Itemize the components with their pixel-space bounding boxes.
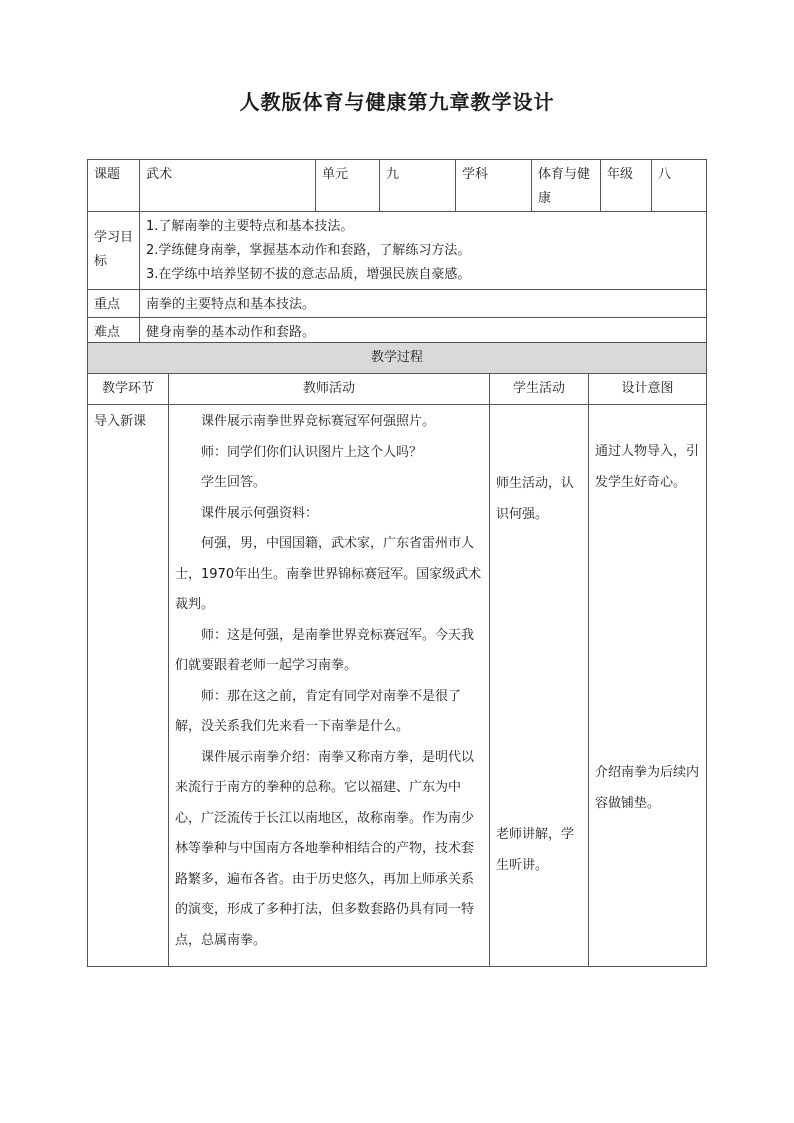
- design-intent-2: 介绍南拳为后续内容做铺垫。: [595, 765, 700, 811]
- teacher-paragraph: 师：那在这之前，肯定有同学对南拳不是很了解，没关系我们先来看一下南拳是什么。: [175, 688, 462, 734]
- unit-label: 单元: [316, 160, 380, 212]
- unit-value: 九: [380, 160, 456, 212]
- teacher-activity-cell: [169, 405, 490, 967]
- grade-label: 年级: [601, 160, 652, 212]
- teacher-paragraph: 师：同学们你们认识图片上这个人吗？: [201, 444, 423, 460]
- lesson-row: [88, 405, 707, 967]
- subject-value: 体育与健康: [532, 160, 601, 212]
- document-title: 人教版体育与健康第九章教学设计: [239, 90, 555, 114]
- teacher-paragraph: 师：这是何强，是南拳世界竞标赛冠军。今天我们就要跟着老师一起学习南拳。: [175, 627, 475, 673]
- subject-label: 学科: [456, 160, 532, 212]
- column-header-stage: 教学环节: [88, 374, 169, 405]
- objective-item: 3.在学练中培养坚韧不拔的意志品质，增强民族自豪感。: [146, 267, 471, 282]
- teacher-paragraph: 课件展示南拳介绍：南拳又称南方拳，是明代以来流行于南方的拳种的总称。它以福建、广东为中心，广泛流传于长江以南地区，故称南拳。作为南少林等拳种与中国南方各地拳种相结合的产物，技术套路繁多，遍布各省。由于历史悠久，再加上师承关系的演变，形成了多种打法，但多数套路仍具有同一特点，总属南拳。: [175, 749, 475, 948]
- stage-cell: 导入新课: [88, 405, 169, 967]
- design-intent-cell: [589, 405, 707, 967]
- student-activity-2: 老师讲解，学生听讲。: [496, 827, 575, 873]
- key-point-value: 南拳的主要特点和基本技法。: [140, 290, 707, 318]
- process-header: 教学过程: [88, 343, 707, 374]
- objectives-list: [140, 212, 707, 290]
- column-header-intent: 设计意图: [589, 374, 707, 405]
- objective-item: 2.学练健身南拳，掌握基本动作和套路，了解练习方法。: [146, 243, 471, 258]
- column-header-teacher: 教师活动: [169, 374, 490, 405]
- grade-value: 八: [652, 160, 707, 212]
- teacher-paragraph: 课件展示南拳世界竞标赛冠军何强照片。: [201, 414, 436, 429]
- teacher-paragraph: 课件展示何强资料：: [201, 505, 319, 521]
- design-intent-1: 通过人物导入，引发学生好奇心。: [595, 444, 700, 490]
- topic-value: 武术: [140, 160, 316, 212]
- teacher-paragraph: 何强，男，中国国籍，武术家，广东省雷州市人士，1970年出生。南拳世界锦标赛冠军。国家级武术裁判。: [175, 536, 482, 612]
- student-activity-cell: [490, 405, 589, 967]
- process-table: [87, 342, 707, 967]
- student-activity-1: 师生活动，认识何强。: [496, 476, 575, 522]
- column-header-row: [88, 374, 707, 405]
- difficulty-label: 难点: [88, 318, 140, 346]
- objectives-row: [88, 212, 707, 290]
- key-point-label: 重点: [88, 290, 140, 318]
- key-point-row: [88, 290, 707, 318]
- info-row: [88, 160, 707, 212]
- process-header-row: [88, 343, 707, 374]
- teacher-paragraph: 学生回答。: [201, 475, 267, 490]
- column-header-student: 学生活动: [490, 374, 589, 405]
- objective-item: 1.了解南拳的主要特点和基本技法。: [146, 219, 354, 234]
- info-table: [87, 159, 707, 346]
- difficulty-value: 健身南拳的基本动作和套路。: [140, 318, 707, 346]
- topic-label: 课题: [88, 160, 140, 212]
- objectives-label: 学习目标: [88, 212, 140, 290]
